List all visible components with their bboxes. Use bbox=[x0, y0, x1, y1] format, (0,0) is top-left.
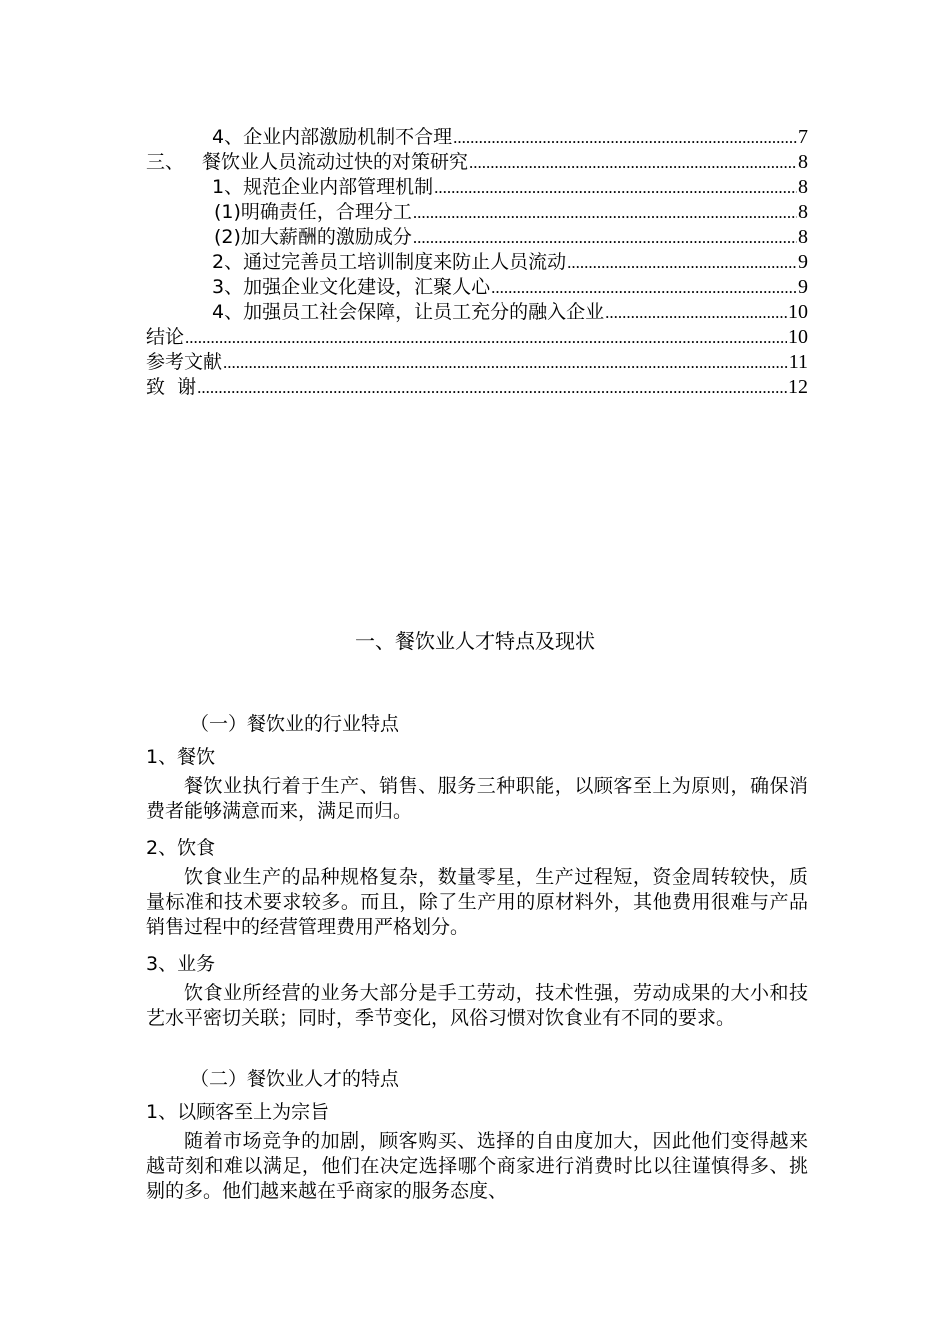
toc-entry-title: 2、通过完善员工培训制度来防止人员流动 bbox=[212, 251, 567, 273]
toc-entry[interactable] bbox=[146, 175, 808, 200]
toc-entry[interactable] bbox=[146, 225, 808, 250]
toc-leader bbox=[434, 175, 797, 200]
table-of-contents bbox=[146, 125, 808, 400]
toc-leader bbox=[491, 275, 797, 300]
toc-entry-page: 9 bbox=[798, 251, 808, 273]
section-heading: （一）餐饮业的行业特点 bbox=[190, 713, 400, 735]
toc-entry-page: 9 bbox=[798, 276, 808, 298]
toc-entry-page: 12 bbox=[788, 376, 808, 398]
toc-leader bbox=[567, 250, 797, 275]
subsection-heading: 1、以顾客至上为宗旨 bbox=[146, 1101, 330, 1123]
paragraph: 饮食业生产的品种规格复杂，数量零星，生产过程短，资金周转较快，质量标准和技术要求较多。而且，除了生产用的原材料外，其他费用很难与产品销售过程中的经营管理费用严格划分。 bbox=[146, 866, 808, 938]
subsection-heading: 3、业务 bbox=[146, 953, 216, 975]
toc-entry-title: 结论 bbox=[146, 326, 185, 348]
toc-entry-page: 8 bbox=[798, 201, 808, 223]
toc-entry[interactable] bbox=[146, 275, 808, 300]
toc-entry-title: 致 谢 bbox=[146, 376, 197, 398]
toc-leader bbox=[413, 200, 797, 225]
toc-leader bbox=[605, 300, 787, 325]
toc-leader bbox=[185, 325, 787, 350]
toc-entry-page: 10 bbox=[788, 326, 808, 348]
toc-leader bbox=[197, 375, 787, 400]
toc-leader bbox=[469, 150, 797, 175]
toc-entry-title: (1)明确责任，合理分工 bbox=[214, 201, 412, 223]
toc-leader bbox=[453, 125, 797, 150]
toc-entry-title: 1、规范企业内部管理机制 bbox=[212, 176, 434, 198]
paragraph: 餐饮业执行着于生产、销售、服务三种职能，以顾客至上为原则，确保消费者能够满意而来，满足而归。 bbox=[146, 775, 808, 822]
toc-leader bbox=[413, 225, 797, 250]
toc-entry-page: 11 bbox=[788, 351, 808, 373]
toc-entry[interactable] bbox=[146, 350, 808, 375]
paragraph: 随着市场竞争的加剧，顾客购买、选择的自由度加大，因此他们变得越来越苛刻和难以满足，他们在决定选择哪个商家进行消费时比以往谨慎得多、挑剔的多。他们越来越在乎商家的服务态度、 bbox=[146, 1130, 808, 1202]
toc-entry-page: 8 bbox=[798, 151, 808, 173]
toc-entry-title: 4、企业内部激励机制不合理 bbox=[212, 126, 453, 148]
toc-leader bbox=[223, 350, 788, 375]
toc-entry[interactable] bbox=[146, 325, 808, 350]
toc-entry-page: 7 bbox=[798, 126, 808, 148]
subsection-heading: 2、饮食 bbox=[146, 837, 216, 859]
toc-entry[interactable] bbox=[146, 300, 808, 325]
toc-entry[interactable] bbox=[146, 200, 808, 225]
toc-chapter-number: 三、 bbox=[146, 151, 185, 173]
subsection-heading: 1、餐饮 bbox=[146, 746, 216, 768]
toc-entry-title: 3、加强企业文化建设，汇聚人心 bbox=[212, 276, 491, 298]
toc-entry-title: 餐饮业人员流动过快的对策研究 bbox=[202, 151, 469, 173]
toc-entry[interactable] bbox=[146, 375, 808, 400]
toc-entry-title: 4、加强员工社会保障，让员工充分的融入企业 bbox=[212, 301, 605, 323]
toc-entry[interactable] bbox=[146, 125, 808, 150]
toc-entry-page: 10 bbox=[788, 301, 808, 323]
toc-entry-page: 8 bbox=[798, 176, 808, 198]
paragraph: 饮食业所经营的业务大部分是手工劳动，技术性强，劳动成果的大小和技艺水平密切关联；同时，季节变化，风俗习惯对饮食业有不同的要求。 bbox=[146, 982, 808, 1029]
section-heading: （二）餐饮业人才的特点 bbox=[190, 1068, 400, 1090]
toc-entry[interactable] bbox=[146, 250, 808, 275]
toc-entry-page: 8 bbox=[798, 226, 808, 248]
toc-entry-title: 参考文献 bbox=[146, 351, 223, 373]
chapter-title: 一、餐饮业人才特点及现状 bbox=[355, 629, 595, 653]
toc-entry[interactable] bbox=[146, 150, 808, 175]
toc-entry-title: (2)加大薪酬的激励成分 bbox=[214, 226, 412, 248]
